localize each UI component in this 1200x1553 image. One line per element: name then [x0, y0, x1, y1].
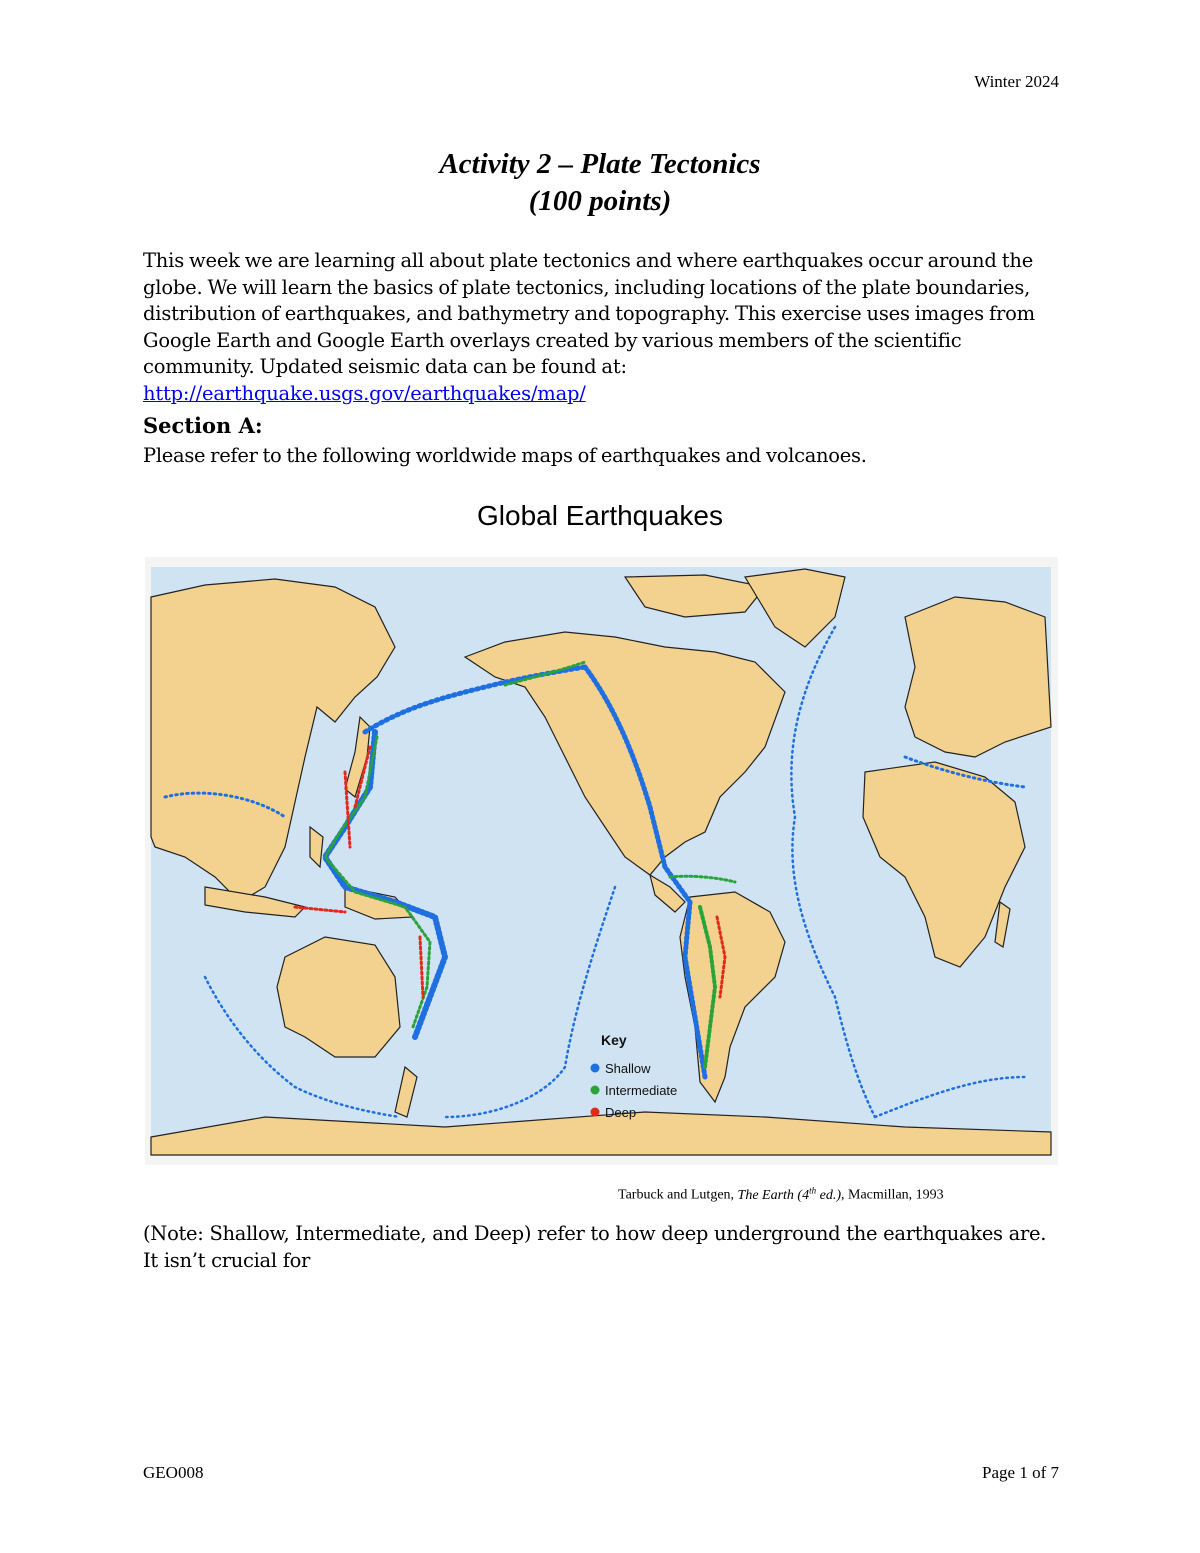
intro-paragraph [143, 248, 1061, 407]
title-line-1: Activity 2 – Plate Tectonics [439, 148, 761, 180]
note-paragraph: (Note: Shallow, Intermediate, and Deep) refer to how deep underground the earthquakes are. It isn’t crucial for [143, 1222, 1047, 1272]
key-title: Key [601, 1032, 627, 1048]
section-a-heading: Section A: [143, 413, 263, 438]
key-label-deep: Deep [605, 1105, 637, 1120]
page-title [0, 146, 1200, 220]
key-dot-shallow [591, 1064, 600, 1073]
footer-page-number: Page 1 of 7 [982, 1463, 1059, 1482]
key-label-intermediate: Intermediate [605, 1083, 678, 1098]
land-europe [905, 597, 1051, 757]
title-line-2: (100 points) [528, 185, 672, 217]
caption-publisher: , Macmillan, 1993 [841, 1187, 944, 1203]
key-dot-intermediate [591, 1086, 600, 1095]
term-label: Winter 2024 [974, 72, 1059, 91]
caption-book: The Earth (4th ed.) [737, 1185, 842, 1203]
usgs-link[interactable]: http://earthquake.usgs.gov/earthquakes/map/ [143, 381, 586, 405]
map-caption [618, 1185, 944, 1204]
section-a-text: Please refer to the following worldwide maps of earthquakes and volcanoes. [143, 444, 867, 467]
map-title: Global Earthquakes [477, 500, 723, 531]
intro-text: This week we are learning all about plate tectonics and where earthquakes occur around the globe. We will learn the basics of plate tectonics, including locations of the plate boundaries, distribution of earthquakes, and bathymetry and topography. This exercise uses images from Google Earth and Google Earth overlays created by various members of the scientific community. Updated seismic data can be found at: [143, 249, 1035, 378]
caption-authors: Tarbuck and Lutgen, [618, 1187, 738, 1203]
key-dot-deep [591, 1108, 600, 1117]
global-earthquakes-map [145, 557, 1058, 1165]
key-label-shallow: Shallow [605, 1061, 651, 1076]
footer-course: GEO008 [143, 1463, 204, 1482]
